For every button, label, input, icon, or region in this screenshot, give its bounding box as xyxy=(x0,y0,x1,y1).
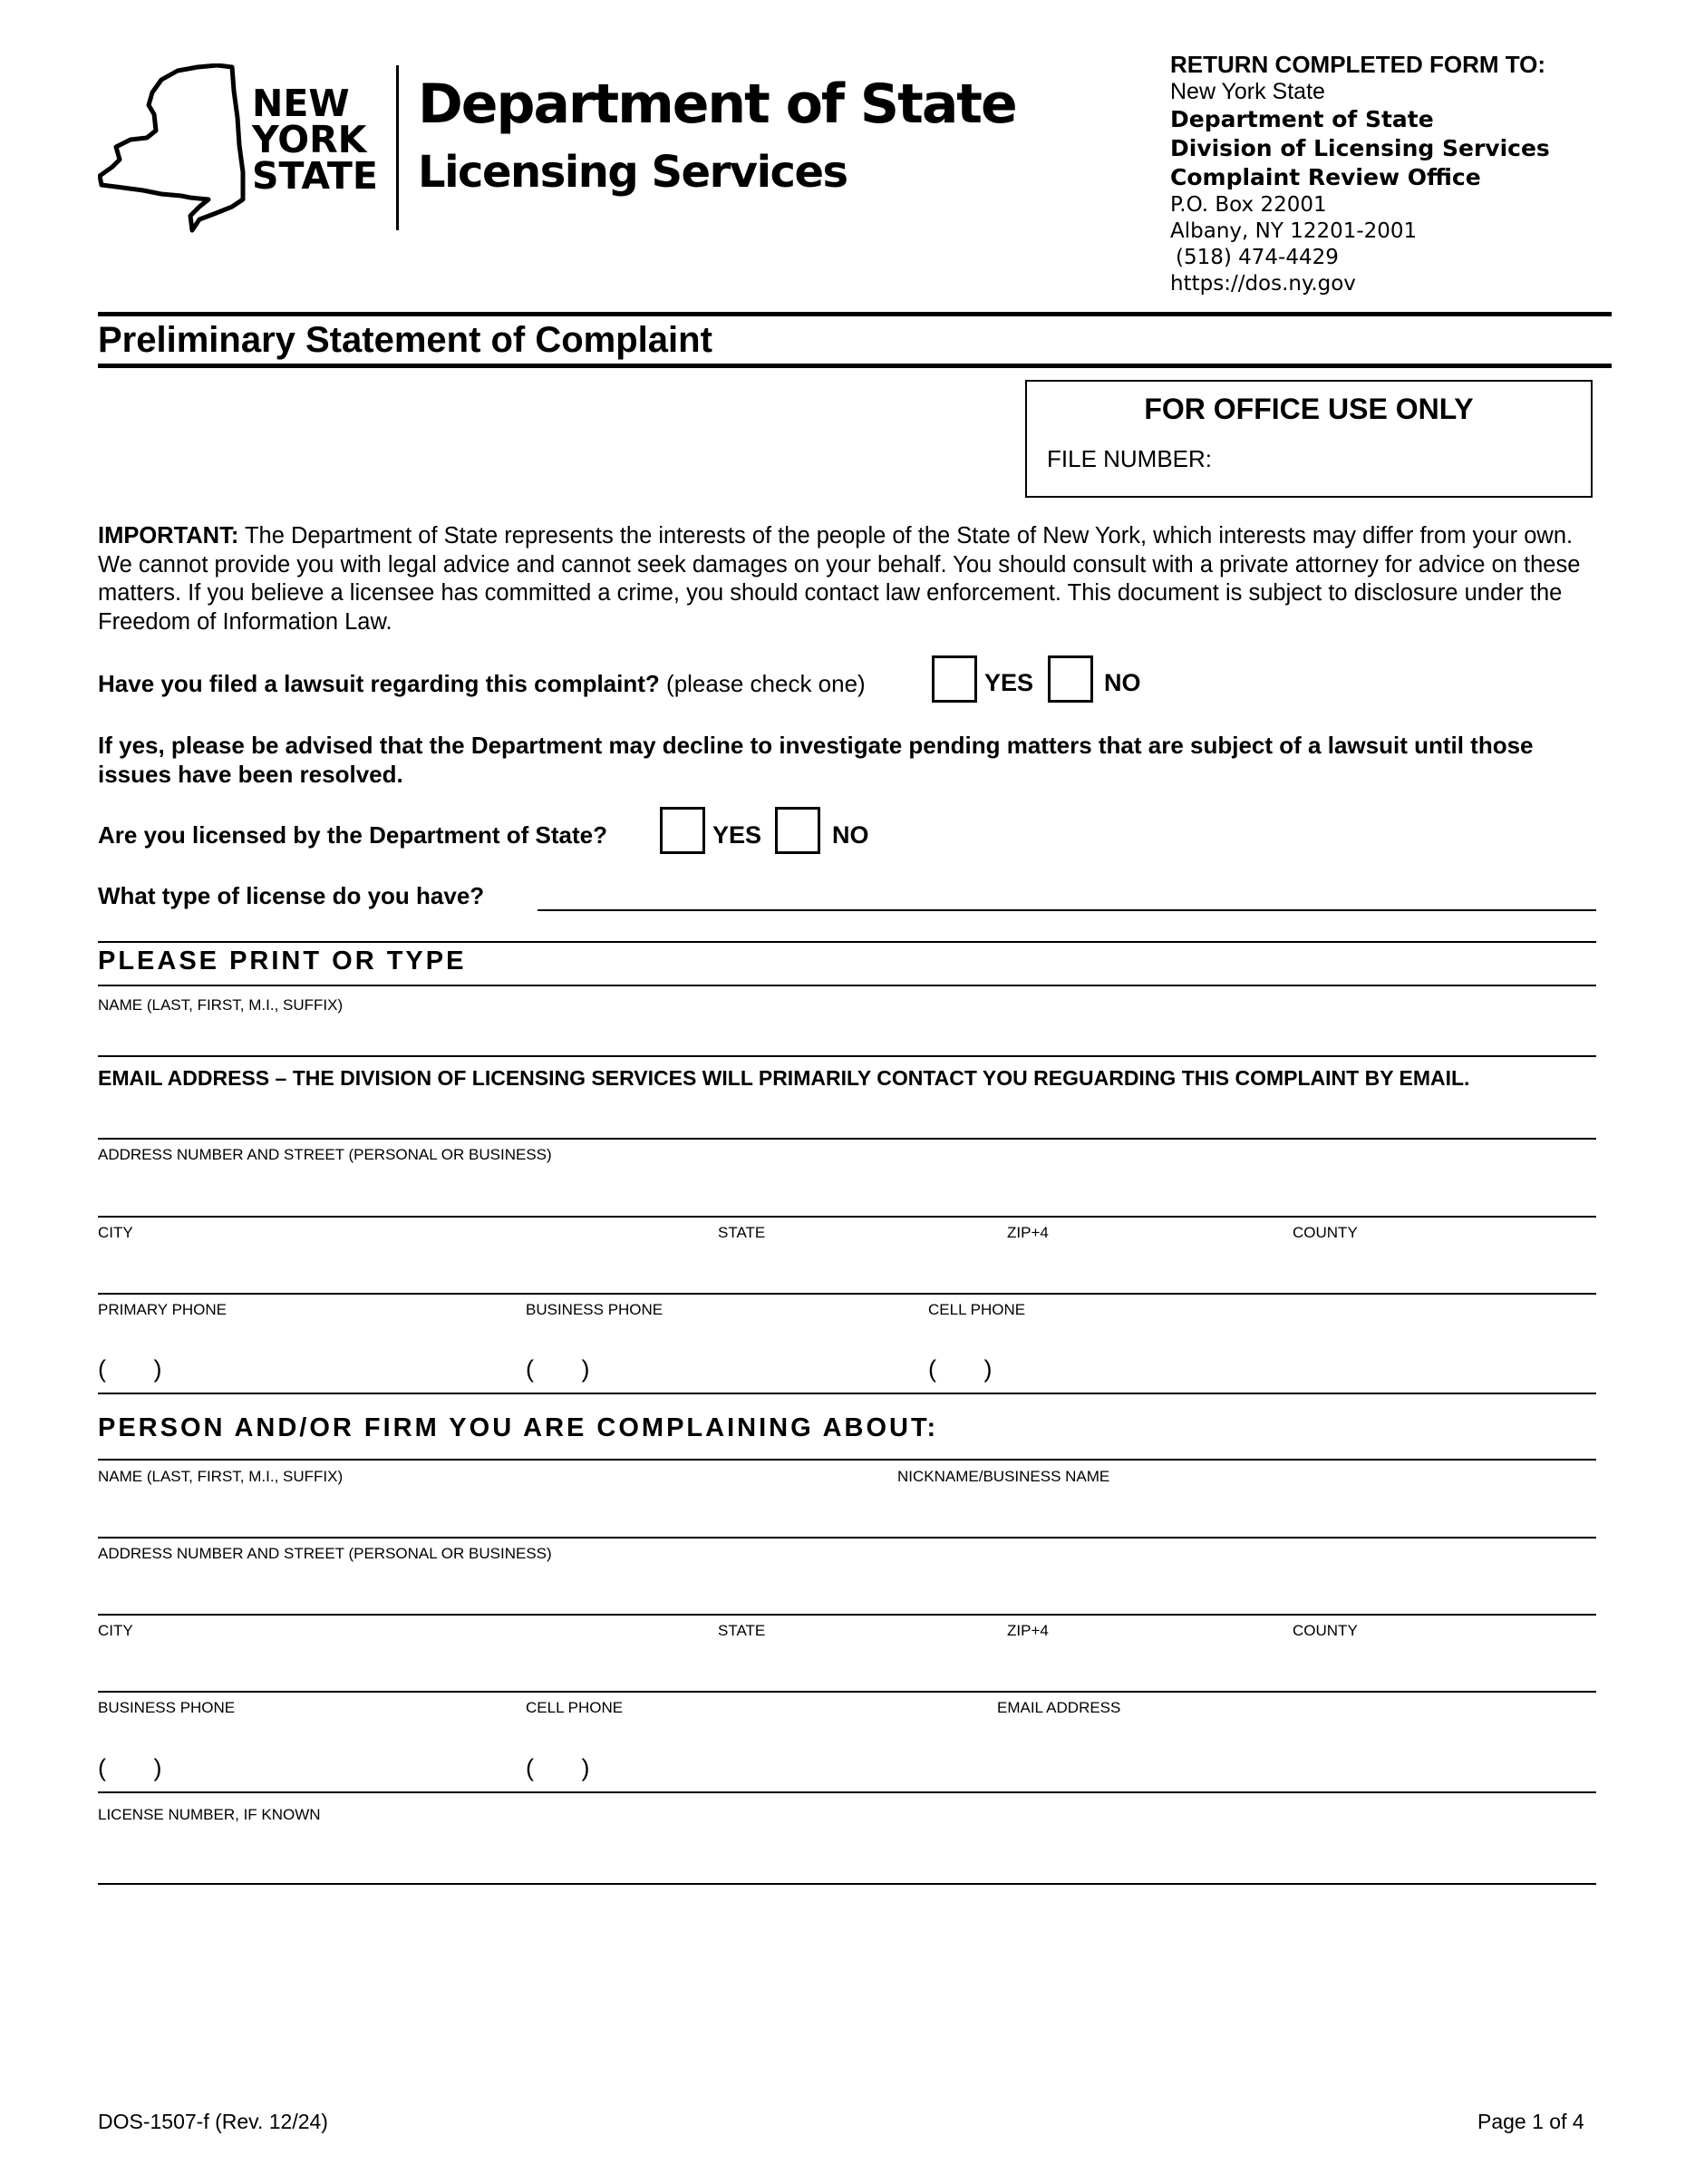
complainant-city-line[interactable] xyxy=(98,1293,1596,1295)
section-print-or-type: PLEASE PRINT OR TYPE xyxy=(98,946,467,976)
respondent-email-label: EMAIL ADDRESS xyxy=(997,1699,1121,1716)
respondent-nickname-label: NICKNAME/BUSINESS NAME xyxy=(897,1468,1110,1485)
complainant-name-label: NAME (LAST, FIRST, M.I., SUFFIX) xyxy=(98,996,344,1014)
page-number: Page 1 of 4 xyxy=(1477,2110,1584,2133)
respondent-license-number-label: LICENSE NUMBER, IF KNOWN xyxy=(98,1806,321,1823)
page-title: Preliminary Statement of Complaint xyxy=(98,320,712,360)
lawsuit-yes-checkbox[interactable] xyxy=(932,655,977,703)
lawsuit-no-checkbox[interactable] xyxy=(1048,655,1093,703)
return-city: Albany, NY 12201-2001 xyxy=(1170,219,1418,243)
complainant-business-phone-area[interactable]: ( ) xyxy=(526,1355,590,1383)
licensed-question-text: Are you licensed by the Department of State? xyxy=(98,821,608,849)
complainant-cell-phone-area[interactable]: ( ) xyxy=(928,1355,993,1383)
important-notice xyxy=(98,522,1603,636)
form-id: DOS-1507-f (Rev. 12/24) xyxy=(98,2110,328,2133)
lawsuit-question-text: Have you filed a lawsuit regarding this complaint? xyxy=(98,670,660,697)
return-po-box: P.O. Box 22001 xyxy=(1170,193,1327,217)
respondent-county-label: COUNTY xyxy=(1293,1622,1358,1639)
respondent-business-phone-label: BUSINESS PHONE xyxy=(98,1699,236,1716)
respondent-name-label: NAME (LAST, FIRST, M.I., SUFFIX) xyxy=(98,1468,344,1485)
license-type-input-line[interactable] xyxy=(538,909,1596,911)
lawsuit-no-label: NO xyxy=(1104,669,1141,696)
licensed-question xyxy=(98,821,607,849)
respondent-phone-line[interactable] xyxy=(98,1791,1596,1793)
rule xyxy=(98,985,1596,986)
respondent-state-label: STATE xyxy=(718,1622,766,1639)
complainant-state-label: STATE xyxy=(718,1224,766,1241)
licensed-no-label: NO xyxy=(832,821,869,849)
rule xyxy=(98,941,1596,943)
complainant-email-line[interactable] xyxy=(98,1138,1596,1140)
complainant-primary-phone-area[interactable]: ( ) xyxy=(98,1355,162,1383)
respondent-business-phone-area[interactable]: ( ) xyxy=(98,1754,162,1781)
lawsuit-advisory: If yes, please be advised that the Department may decline to investigate pending matters that are subject of a lawsuit until those issues have been resolved. xyxy=(98,732,1534,788)
license-type-question-text: What type of license do you have? xyxy=(98,882,485,909)
respondent-cell-phone-area[interactable]: ( ) xyxy=(526,1754,590,1781)
complainant-address-line[interactable] xyxy=(98,1216,1596,1218)
return-phone: (518) 474-4429 xyxy=(1176,246,1339,269)
complainant-business-phone-label: BUSINESS PHONE xyxy=(526,1301,663,1318)
return-address xyxy=(1170,51,1678,297)
lawsuit-question-hint: (please check one) xyxy=(666,670,866,697)
return-title: RETURN COMPLETED FORM TO: xyxy=(1170,51,1546,78)
return-division: Division of Licensing Services xyxy=(1170,135,1550,161)
department-subtitle: Licensing Services xyxy=(418,147,848,198)
title-bottom-rule xyxy=(98,364,1612,368)
department-name: Department of State xyxy=(418,73,1016,136)
nys-logo xyxy=(98,63,1016,236)
respondent-license-number-line[interactable] xyxy=(98,1883,1596,1885)
complainant-phone-line[interactable] xyxy=(98,1393,1596,1394)
file-number-label: FILE NUMBER: xyxy=(1047,445,1213,472)
return-office: Complaint Review Office xyxy=(1170,164,1481,190)
logo-word-new: NEW xyxy=(252,82,350,125)
logo-word-york: YORK xyxy=(252,118,367,161)
lawsuit-question xyxy=(98,670,866,698)
licensed-yes-checkbox[interactable] xyxy=(660,807,705,854)
new-york-state-map-icon xyxy=(98,63,252,236)
return-dept: Department of State xyxy=(1170,106,1434,132)
return-url[interactable]: https://dos.ny.gov xyxy=(1170,272,1356,296)
respondent-city-line[interactable] xyxy=(98,1691,1596,1693)
important-label: IMPORTANT: xyxy=(98,523,239,548)
complainant-city-label: CITY xyxy=(98,1224,133,1241)
complainant-name-line[interactable] xyxy=(98,1055,1596,1057)
return-state: New York State xyxy=(1170,79,1325,104)
complainant-primary-phone-label: PRIMARY PHONE xyxy=(98,1301,228,1318)
rule xyxy=(98,1459,1596,1461)
complainant-email-label: EMAIL ADDRESS – THE DIVISION OF LICENSING SERVICES WILL PRIMARILY CONTACT YOU REGUARDING THIS COMPLAINT BY EMAIL. xyxy=(98,1066,1470,1090)
lawsuit-yes-label: YES xyxy=(984,669,1034,696)
office-use-box xyxy=(1025,380,1593,498)
respondent-name-line[interactable] xyxy=(98,1537,1596,1539)
licensed-yes-label: YES xyxy=(712,821,762,849)
license-type-question xyxy=(98,882,484,910)
logo-divider xyxy=(396,65,399,230)
important-text: The Department of State represents the interests of the people of the State of New York, which interests may differ from your own. We cannot provide you with legal advice and cannot seek damages on your behalf. You should consult with a private attorney for advice on these matters. If you believe a licensee has committed a crime, you should contact law enforcement. This document is subject to disclosure under the Freedom of Information Law. xyxy=(98,523,1581,635)
complainant-cell-phone-label: CELL PHONE xyxy=(928,1301,1026,1318)
respondent-zip-label: ZIP+4 xyxy=(1007,1622,1049,1639)
respondent-cell-phone-label: CELL PHONE xyxy=(526,1699,624,1716)
complainant-address-label: ADDRESS NUMBER AND STREET (PERSONAL OR BUSINESS) xyxy=(98,1146,552,1163)
complainant-county-label: COUNTY xyxy=(1293,1224,1358,1241)
logo-word-state: STATE xyxy=(252,154,378,198)
office-use-title: FOR OFFICE USE ONLY xyxy=(1144,393,1474,425)
respondent-city-label: CITY xyxy=(98,1622,133,1639)
complainant-zip-label: ZIP+4 xyxy=(1007,1224,1049,1241)
licensed-no-checkbox[interactable] xyxy=(775,807,820,854)
respondent-address-label: ADDRESS NUMBER AND STREET (PERSONAL OR BUSINESS) xyxy=(98,1545,552,1562)
respondent-address-line[interactable] xyxy=(98,1614,1596,1616)
title-top-rule xyxy=(98,312,1612,316)
section-complaining-about: PERSON AND/OR FIRM YOU ARE COMPLAINING ABOUT: xyxy=(98,1413,939,1442)
